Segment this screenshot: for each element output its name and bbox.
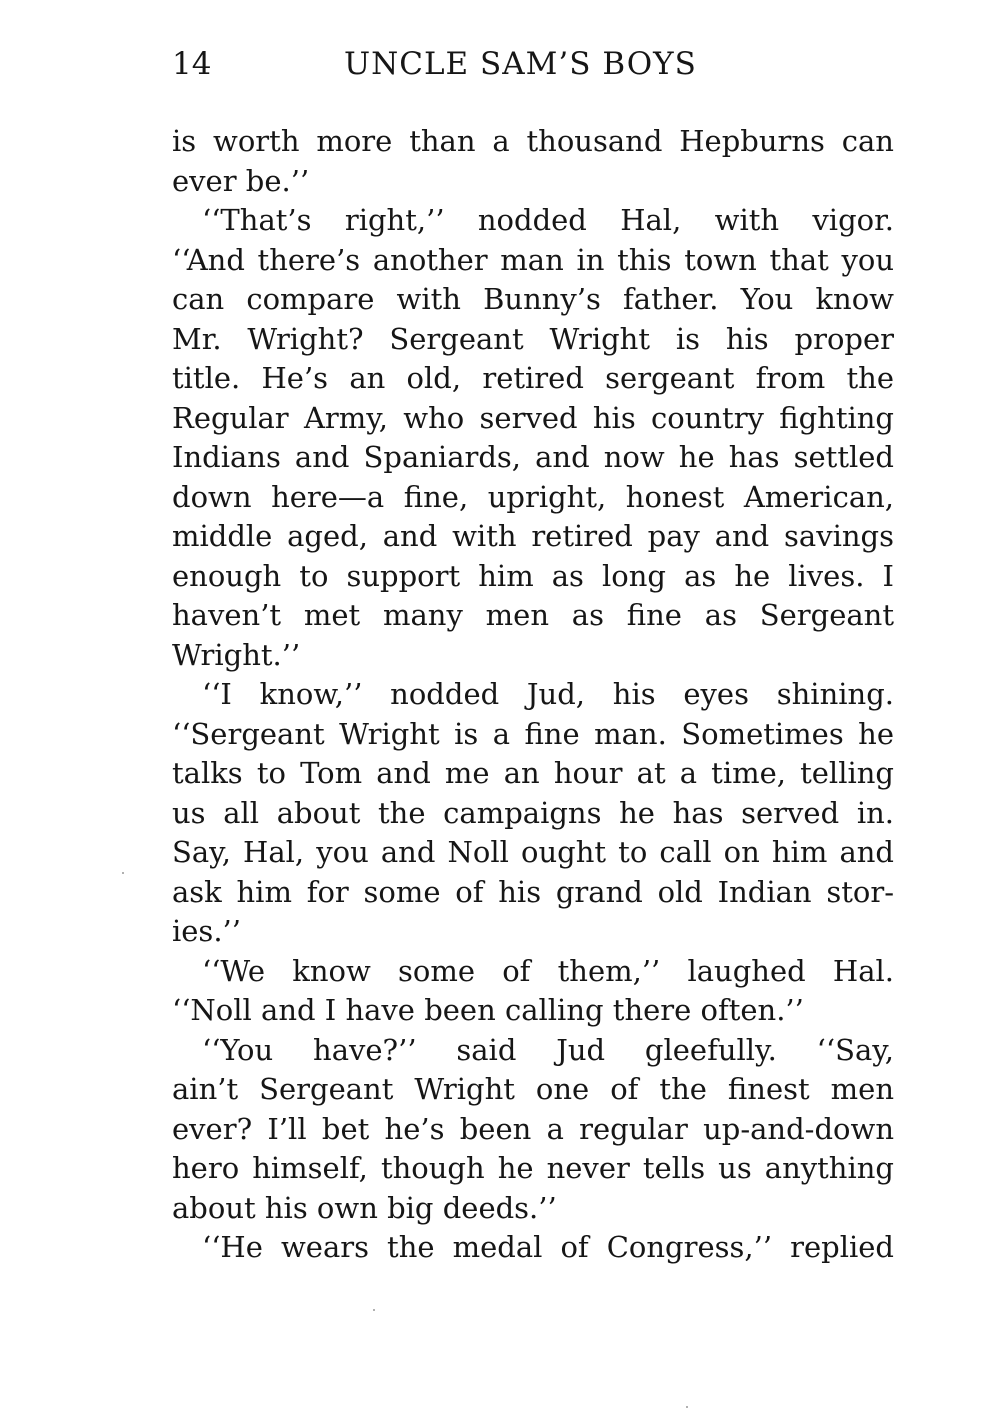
text-line: Indians and Spaniards, and now he has settled bbox=[172, 440, 894, 474]
text-line: Mr. Wright? Sergeant Wright is his proper bbox=[172, 321, 894, 356]
scan-speck bbox=[686, 1406, 688, 1408]
text-line: ies.’’ bbox=[172, 914, 241, 948]
text-line: Regular Army, who served his country fighting bbox=[172, 400, 894, 435]
text-line: ever? I’ll bet he’s been a regular up-and-down bbox=[172, 1111, 894, 1146]
text-line: is worth more than a thousand Hepburns can bbox=[172, 124, 894, 158]
text-line: ‘‘That’s right,’’ nodded Hal, with vigor. bbox=[202, 203, 894, 237]
text-line: ‘‘We know some of them,’’ laughed Hal. bbox=[202, 953, 894, 988]
scan-speck bbox=[122, 872, 124, 874]
running-title: UNCLE SAM’S BOYS bbox=[344, 46, 697, 82]
text-line: ‘‘Noll and I have been calling there often.’’ bbox=[172, 993, 804, 1027]
text-line: hero himself, though he never tells us anything bbox=[172, 1151, 894, 1185]
text-line: middle aged, and with retired pay and savings bbox=[172, 519, 894, 553]
text-line: ‘‘You have?’’ said Jud gleefully. ‘‘Say, bbox=[202, 1032, 894, 1067]
text-line: ‘‘And there’s another man in this town that you bbox=[172, 242, 894, 277]
text-line: us all about the campaigns he has served in. bbox=[172, 795, 894, 830]
text-line: down here—a fine, upright, honest American, bbox=[172, 479, 894, 514]
text-line: haven’t met many men as fine as Sergeant bbox=[172, 598, 894, 632]
scan-speck bbox=[373, 1309, 375, 1311]
page-number: 14 bbox=[172, 46, 212, 82]
text-line: title. He’s an old, retired sergeant from the bbox=[172, 361, 894, 395]
text-line: about his own big deeds.’’ bbox=[172, 1190, 557, 1225]
text-line: talks to Tom and me an hour at a time, telling bbox=[172, 756, 894, 790]
text-line: Wright.’’ bbox=[172, 637, 301, 672]
text-line: ask him for some of his grand old Indian stor- bbox=[172, 874, 894, 909]
text-line: Say, Hal, you and Noll ought to call on him and bbox=[172, 835, 894, 869]
text-line: ever be.’’ bbox=[172, 163, 310, 198]
text-line: ‘‘He wears the medal of Congress,’’ replied bbox=[202, 1230, 894, 1264]
text-line: can compare with Bunny’s father. You know bbox=[172, 282, 894, 316]
text-line: ‘‘Sergeant Wright is a fine man. Sometimes he bbox=[172, 716, 894, 751]
text-line: ‘‘I know,’’ nodded Jud, his eyes shining. bbox=[202, 677, 894, 711]
body-text bbox=[172, 122, 894, 1268]
text-line: ain’t Sergeant Wright one of the finest men bbox=[172, 1072, 894, 1106]
text-line: enough to support him as long as he lives. I bbox=[172, 558, 894, 593]
page-header bbox=[172, 40, 894, 88]
